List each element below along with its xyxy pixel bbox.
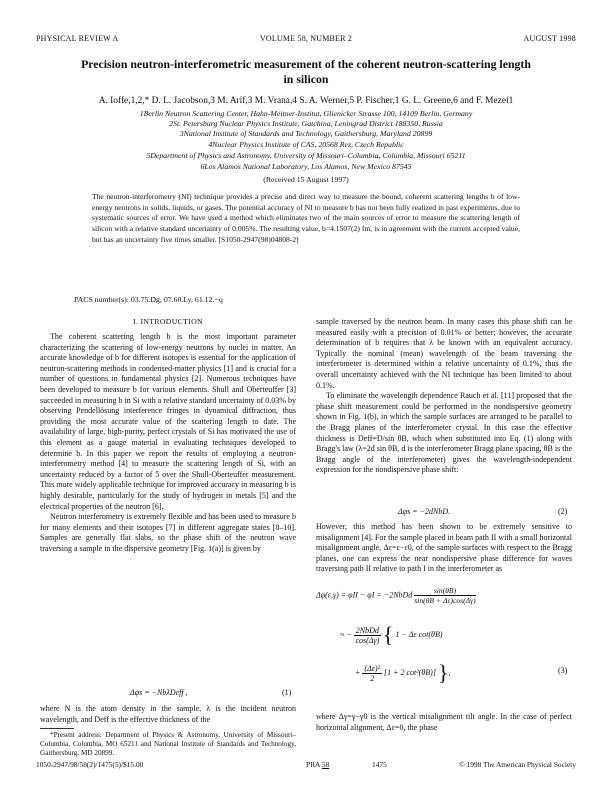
affiliation-1: 1Berlin Neutron Scattering Center, Hahn-Meitner-Institut, Glienicker Strasse 100, 14109 Berlin, Germany bbox=[139, 109, 473, 118]
eq3-fraction-3-denominator: 2 bbox=[370, 673, 375, 683]
right-paragraph-4: where Δγ=γ−γ0 is the vertical misalignment tilt angle. In the case of perfect horizontal alignment, Δε=0, the phase bbox=[316, 712, 572, 732]
eq3-fraction-3 bbox=[362, 664, 382, 683]
affiliation-6: 6Los Alamos National Laboratory, Los Alamos, New Mexico 87545 bbox=[200, 162, 412, 171]
footer-pra-volume: 58 bbox=[321, 760, 330, 769]
intro-paragraph-2: Neutron interferometry is extremely flexible and has been used to measure b for many elements and their isotopes [7] in different aggregate states [8–10]. Samples are generally flat slabs, so the phase shift of the neutron wave traversing a sample in the dispersive geometry [Fig. 1(a)] is given by bbox=[40, 512, 296, 553]
footnote-rule bbox=[40, 728, 74, 729]
equation-2: Δφs = −2dNbD. bbox=[398, 507, 451, 516]
affiliation-3: 3National Institute of Standards and Technology, Gaithersburg, Maryland 20899 bbox=[179, 129, 433, 138]
eq3-fraction-2-denominator: cos(Δγ) bbox=[355, 635, 380, 645]
paper-title bbox=[60, 57, 552, 86]
footer-code: 1050-2947/98/58(2)/1475(5)/$15.00 bbox=[36, 760, 144, 769]
received-date: (Received 15 August 1997) bbox=[263, 175, 349, 184]
footer-pra: PRA bbox=[306, 760, 320, 769]
affiliation-5: 5Department of Physics and Astronomy, University of Missouri–Columbia, Columbia, Missouri 65211 bbox=[146, 151, 466, 160]
equation-1-number: (1) bbox=[282, 688, 292, 697]
eq3-open-brace: { bbox=[382, 622, 394, 647]
author-list: A. Ioffe,1,2,* D. L. Jacobson,3 M. Arif,3 M. Vrana,4 S. A. Werner,5 P. Fischer,1 G. L. Greene,6 and F. Mezei1 bbox=[98, 96, 514, 106]
equation-3-line-3: + $\frac{\text{(Δε)²}}{2}$ [1 + 2 cot²(θB)] }, bbox=[355, 660, 451, 685]
abstract: The neutron-interferometry (NI) technique provides a precise and direct way to measure the bound, coherent scattering lengths b of low-energy neutrons in solids, liquids, or gases. The potential accuracy of NI to measure b has not been fully realized in past experiments, due to systematic sources of error. We have used a method which eliminates two of the main sources of error to measure the scattering length of silicon with a relative standard uncertainty of 0.005%. The resulting value, b=4.1507(2) fm, is in agreement with the current accepted value, but has an uncertainty five times smaller. [S1050-2947(98)04808-2] bbox=[92, 192, 520, 244]
affiliation-4: 4Nuclear Physics Institute of CAS, 20568 Rez, Czech Republic bbox=[208, 140, 404, 149]
eq3-lhs: Δφ(ε,γ) = φII − φI = −2NbDd bbox=[316, 590, 413, 600]
eq3-fraction-2 bbox=[354, 626, 381, 645]
copyright: © 1998 The American Physical Society bbox=[459, 760, 576, 769]
eq3-close-brace: } bbox=[437, 660, 449, 685]
equation-1: Δφs = −NbλDeff , bbox=[130, 688, 188, 697]
footer-journal bbox=[306, 760, 329, 769]
pacs-numbers: PACS number(s): 03.75.Dg, 07.60.Ly, 61.12.−q bbox=[74, 295, 223, 304]
journal-name: PHYSICAL REVIEW A bbox=[36, 34, 119, 43]
eq3-approx: ≈ − bbox=[340, 629, 352, 639]
title-line-2: in silicon bbox=[283, 71, 329, 86]
eq3-term-2: [1 + 2 cot²(θB)] bbox=[383, 667, 436, 677]
eq3-fraction-2-numerator: 2NbDd bbox=[355, 625, 379, 635]
page-number: 1475 bbox=[372, 760, 387, 769]
affiliation-2: 2St. Petersburg Nuclear Physics Institute, Gatchina, Leningrad District 188350, Russia bbox=[169, 119, 443, 128]
volume-number: VOLUME 58, NUMBER 2 bbox=[259, 34, 353, 43]
eq3-fraction-3-numerator: (Δε)² bbox=[364, 663, 380, 673]
eq3-fraction-1 bbox=[414, 586, 475, 605]
right-paragraph-3: However, this method has been shown to be extremely sensitive to misalignment [4]. For the sample placed in beam path II with a small horizontal misalignment angle, Δε=ε−ε0, of the sample surfaces with respect to the Bragg planes, one can express the near nondispersive phase difference for waves traversing path II relative to path I in the interferometer as bbox=[316, 522, 572, 574]
left-column bbox=[40, 332, 296, 554]
right-column bbox=[316, 317, 572, 476]
title-line-1: Precision neutron-interferometric measurement of the coherent neutron-scattering length bbox=[81, 57, 531, 71]
issue-date: AUGUST 1998 bbox=[523, 34, 576, 43]
footnote: *Present address: Department of Physics & Astronomy, University of Missouri–Columbia, Columbia, MO 65211 and National Institute of Standards and Technology, Gaithersburg, MD 20899. bbox=[40, 731, 296, 758]
eq3-term-1: 1 − Δε cot(θB) bbox=[395, 629, 443, 639]
equation-3-line-2 bbox=[340, 622, 572, 648]
eq3-fraction-1-numerator: sin(θB) bbox=[414, 586, 475, 596]
section-heading: I. INTRODUCTION bbox=[133, 317, 203, 326]
equation-3-line-1 bbox=[316, 586, 572, 605]
right-paragraph-2: To eliminate the wavelength dependence Rauch et al. [11] proposed that the phase shift measurement could be performed in the nondispersive geometry shown in Fig. 1(b), in which the sample surfaces are arranged to be parallel to the Bragg planes of the interferometer crystal. In this case the effective thickness is Deff=D/sin θB, which when substituted into Eq. (1) along with Bragg's law (λ=2d sin θB, d is the interferometer Bragg plane spacing, θB is the Bragg angle of the interferometer) gives the wavelength-independent expression for the nondispersive phase shift: bbox=[316, 391, 572, 475]
eq3-fraction-1-denominator: sin(θB + Δε)cos(Δγ) bbox=[414, 596, 476, 605]
equation-2-number: (2) bbox=[558, 507, 568, 516]
right-paragraph-1: sample traversed by the neutron beam. In many cases this phase shift can be measured easily with a precision of 0.01% or better; however, the accurate determination of b requires that λ be known with an equivalent accuracy. Typically the nominal (mean) wavelength of the beam traversing the interferometer is determined within a relative uncertainty of 0.1%, thus the overall uncertainty achieved with the NI technique has been limited to about 0.1%. bbox=[316, 317, 572, 390]
intro-paragraph-3: where N is the atom density in the sample, λ is the incident neutron wavelength, and Deff is the effective thickness of the bbox=[40, 704, 296, 724]
intro-paragraph-1: The coherent scattering length b is the most important parameter characterizing the scattering of low-energy neutrons by nuclei in matter. An accurate knowledge of b for different isotopes is essential for the application of neutron-scattering methods in condensed-matter physics [1] and is crucial for a number of questions in fundamental physics [2]. Numerous techniques have been developed to measure b for various elements. Shull and Oberteuffer [3] succeeded in measuring b in Si with a relative standard uncertainty of 0.03% by observing Pendellösung interference fringes in dynamical diffraction, thus providing the most accurate value of the scattering length to date. The availability of large, high-purity, perfect crystals of Si has motivated the use of this element as a gauge material in evaluating techniques developed to determine b. In this paper we report the results of employing a neutron-interferometry method [4] to measure the scattering length of Si, with an uncertainty reduced by a factor of 5 over the Shull-Oberteuffer measurement. This more widely applicable technique for improved accuracy in measuring b is highly desirable, particularly for the study of hydrogen in metals [5] and the electrical properties of the neutron [6]. bbox=[40, 332, 296, 511]
equation-3-number: (3) bbox=[558, 666, 568, 675]
